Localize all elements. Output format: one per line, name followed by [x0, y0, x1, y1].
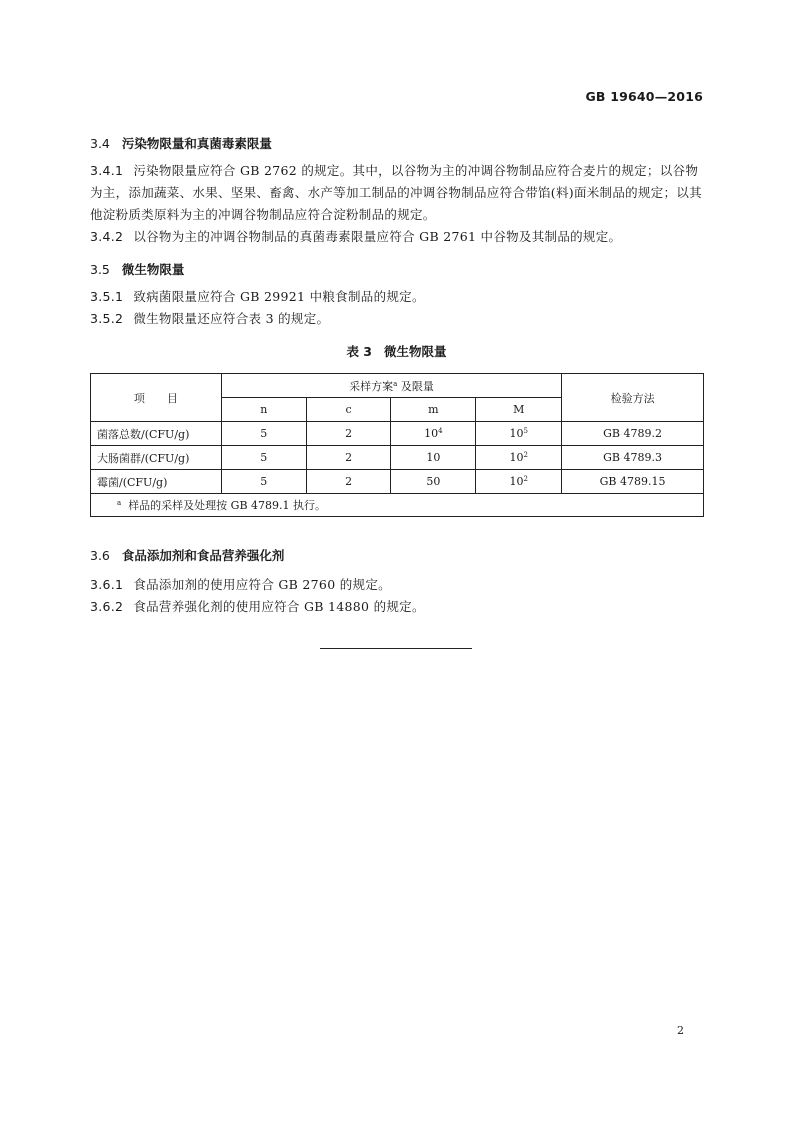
table-footnote: $^a$ 样品的采样及处理按 GB 4789.1 执行。 — [91, 494, 704, 517]
clause-text: 致病菌限量应符合 GB 29921 中粮食制品的规定。 — [133, 289, 425, 304]
clause-3-6-2 — [90, 596, 704, 618]
table-row — [91, 446, 704, 470]
n-header: n — [221, 398, 306, 422]
section-3-4-heading — [90, 134, 272, 152]
method-cell: GB 4789.3 — [562, 446, 704, 470]
sampling-plan-header: 采样方案$^a$ 及限量 — [221, 374, 561, 398]
c-cell: 2 — [306, 470, 391, 494]
table-row — [91, 422, 704, 446]
m-cell: 10 — [391, 446, 476, 470]
item-header: 项 目 — [91, 374, 222, 422]
section-title: 食品添加剂和食品营养强化剂 — [121, 548, 285, 563]
n-cell: 5 — [221, 470, 306, 494]
section-title: 微生物限量 — [121, 262, 185, 277]
table-row — [91, 470, 704, 494]
clause-number: 3.5.1 — [90, 289, 124, 304]
standard-code-header: GB 19640—2016 — [585, 89, 703, 104]
footnote-marker: a — [393, 379, 398, 388]
item-cell: 菌落总数/(CFU/g) — [91, 422, 222, 446]
n-cell: 5 — [221, 422, 306, 446]
table-header-row — [91, 374, 704, 398]
clause-3-5-2 — [90, 308, 704, 330]
clause-number: 3.5.2 — [90, 311, 124, 326]
clause-3-4-2 — [90, 226, 704, 248]
M-cell: $10^2$ — [476, 446, 562, 470]
clause-3-4-1 — [90, 160, 704, 226]
clause-text: 食品添加剂的使用应符合 GB 2760 的规定。 — [133, 577, 391, 592]
footnote-marker: a — [117, 499, 122, 507]
microbial-limits-table — [90, 373, 704, 517]
clause-number: 3.6.2 — [90, 599, 124, 614]
clause-text: 以谷物为主的冲调谷物制品的真菌毒素限量应符合 GB 2761 中谷物及其制品的规定。 — [133, 229, 622, 244]
c-cell: 2 — [306, 422, 391, 446]
page-number: 2 — [677, 1024, 684, 1037]
m-header: m — [391, 398, 476, 422]
clause-number: 3.4.2 — [90, 229, 124, 244]
clause-3-6-1 — [90, 574, 704, 596]
M-cell: $10^5$ — [476, 422, 562, 446]
section-title: 污染物限量和真菌毒素限量 — [121, 136, 272, 151]
clause-number: 3.4.1 — [90, 163, 124, 178]
method-cell: GB 4789.2 — [562, 422, 704, 446]
section-3-6-heading — [90, 546, 284, 564]
clause-text: 食品营养强化剂的使用应符合 GB 14880 的规定。 — [133, 599, 425, 614]
table-3-title — [0, 342, 793, 360]
method-cell: GB 4789.15 — [562, 470, 704, 494]
clause-text: 污染物限量应符合 GB 2762 的规定。其中，以谷物为主的冲调谷物制品应符合麦片的规定；以谷物为主，添加蔬菜、水果、坚果、畜禽、水产等加工制品的冲调谷物制品应符合带馅(料)面米制品的规定；以其他淀粉质类原料为主的冲调谷物制品应符合淀粉制品的规定。 — [90, 163, 702, 222]
table-caption: 微生物限量 — [384, 344, 447, 359]
table-note-row — [91, 494, 704, 517]
clause-number: 3.6.1 — [90, 577, 124, 592]
section-3-5-heading — [90, 260, 184, 278]
test-method-header: 检验方法 — [562, 374, 704, 422]
section-number: 3.4 — [90, 136, 110, 151]
c-cell: 2 — [306, 446, 391, 470]
c-header: c — [306, 398, 391, 422]
item-cell: 大肠菌群/(CFU/g) — [91, 446, 222, 470]
n-cell: 5 — [221, 446, 306, 470]
item-cell: 霉菌/(CFU/g) — [91, 470, 222, 494]
M-header: M — [476, 398, 562, 422]
clause-text: 微生物限量还应符合表 3 的规定。 — [133, 311, 330, 326]
section-number: 3.6 — [90, 548, 110, 563]
clause-3-5-1 — [90, 286, 704, 308]
M-cell: $10^2$ — [476, 470, 562, 494]
end-rule — [320, 648, 472, 649]
section-number: 3.5 — [90, 262, 110, 277]
m-cell: $10^4$ — [391, 422, 476, 446]
m-cell: 50 — [391, 470, 476, 494]
table-number: 表 3 — [346, 344, 373, 359]
